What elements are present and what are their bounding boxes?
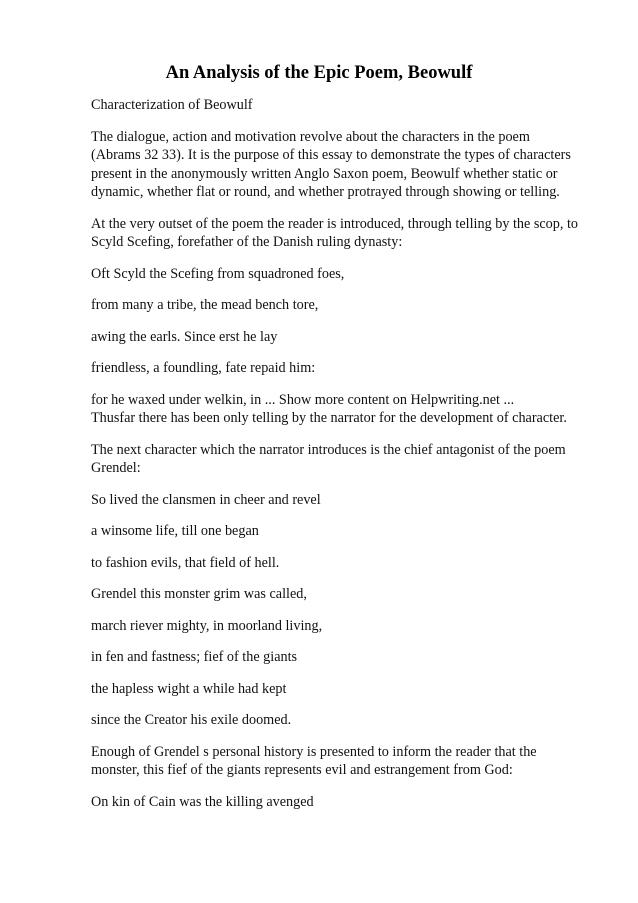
section-heading xyxy=(91,96,601,115)
paragraph xyxy=(91,265,601,284)
text-line: the hapless wight a while had kept xyxy=(91,680,287,697)
text-line: to fashion evils, that field of hell. xyxy=(91,554,280,571)
paragraph xyxy=(91,585,601,604)
text-line: Grendel: xyxy=(91,460,141,476)
paragraph xyxy=(91,128,601,202)
text-line: march riever mighty, in moorland living, xyxy=(91,617,323,634)
paragraph xyxy=(91,328,601,347)
paragraph xyxy=(91,680,601,699)
text-line: At the very outset of the poem the reader is introduced, through telling by the scop, to xyxy=(91,215,578,232)
text-line: Characterization of Beowulf xyxy=(91,97,253,113)
document-body xyxy=(91,96,601,824)
text-line: friendless, a foundling, fate repaid him: xyxy=(91,360,316,376)
text-line: a winsome life, till one began xyxy=(91,523,259,539)
text-line: awing the earls. Since erst he lay xyxy=(91,328,278,345)
paragraph xyxy=(91,554,601,573)
paragraph xyxy=(91,359,601,378)
text-line: The dialogue, action and motivation revolve about the characters in the poem xyxy=(91,128,530,145)
text-line: dynamic, whether flat or round, and whether protrayed through showing or telling. xyxy=(91,184,560,200)
text-line: The next character which the narrator introduces is the chief antagonist of the poem xyxy=(91,441,566,458)
paragraph xyxy=(91,441,601,478)
text-line: So lived the clansmen in cheer and revel xyxy=(91,491,321,508)
document-title: An Analysis of the Epic Poem, Beowulf xyxy=(165,63,473,83)
paragraph xyxy=(91,215,601,252)
paragraph xyxy=(91,793,601,812)
paragraph xyxy=(91,743,601,780)
text-line: (Abrams 32 33). It is the purpose of this essay to demonstrate the types of characters xyxy=(91,147,571,163)
text-line: for he waxed under welkin, in ... Show more content on Helpwriting.net ... xyxy=(91,391,515,408)
paragraph xyxy=(91,491,601,510)
paragraph xyxy=(91,648,601,667)
paragraph xyxy=(91,296,601,315)
paragraph xyxy=(91,711,601,730)
text-line: in fen and fastness; fief of the giants xyxy=(91,649,298,665)
text-line: since the Creator his exile doomed. xyxy=(91,712,292,728)
text-line: On kin of Cain was the killing avenged xyxy=(91,793,314,810)
paragraph xyxy=(91,391,601,428)
paragraph xyxy=(91,617,601,636)
text-line: from many a tribe, the mead bench tore, xyxy=(91,297,319,313)
text-line: Oft Scyld the Scefing from squadroned foes, xyxy=(91,265,345,282)
text-line: Thusfar there has been only telling by the narrator for the development of character. xyxy=(91,410,567,426)
text-line: Enough of Grendel s personal history is presented to inform the reader that the xyxy=(91,743,537,760)
paragraph xyxy=(91,522,601,541)
text-line: Grendel this monster grim was called, xyxy=(91,586,307,602)
text-line: monster, this fief of the giants represents evil and estrangement from God: xyxy=(91,762,513,778)
text-line: Scyld Scefing, forefather of the Danish ruling dynasty: xyxy=(91,234,403,250)
text-line: present in the anonymously written Anglo Saxon poem, Beowulf whether static or xyxy=(91,165,558,182)
